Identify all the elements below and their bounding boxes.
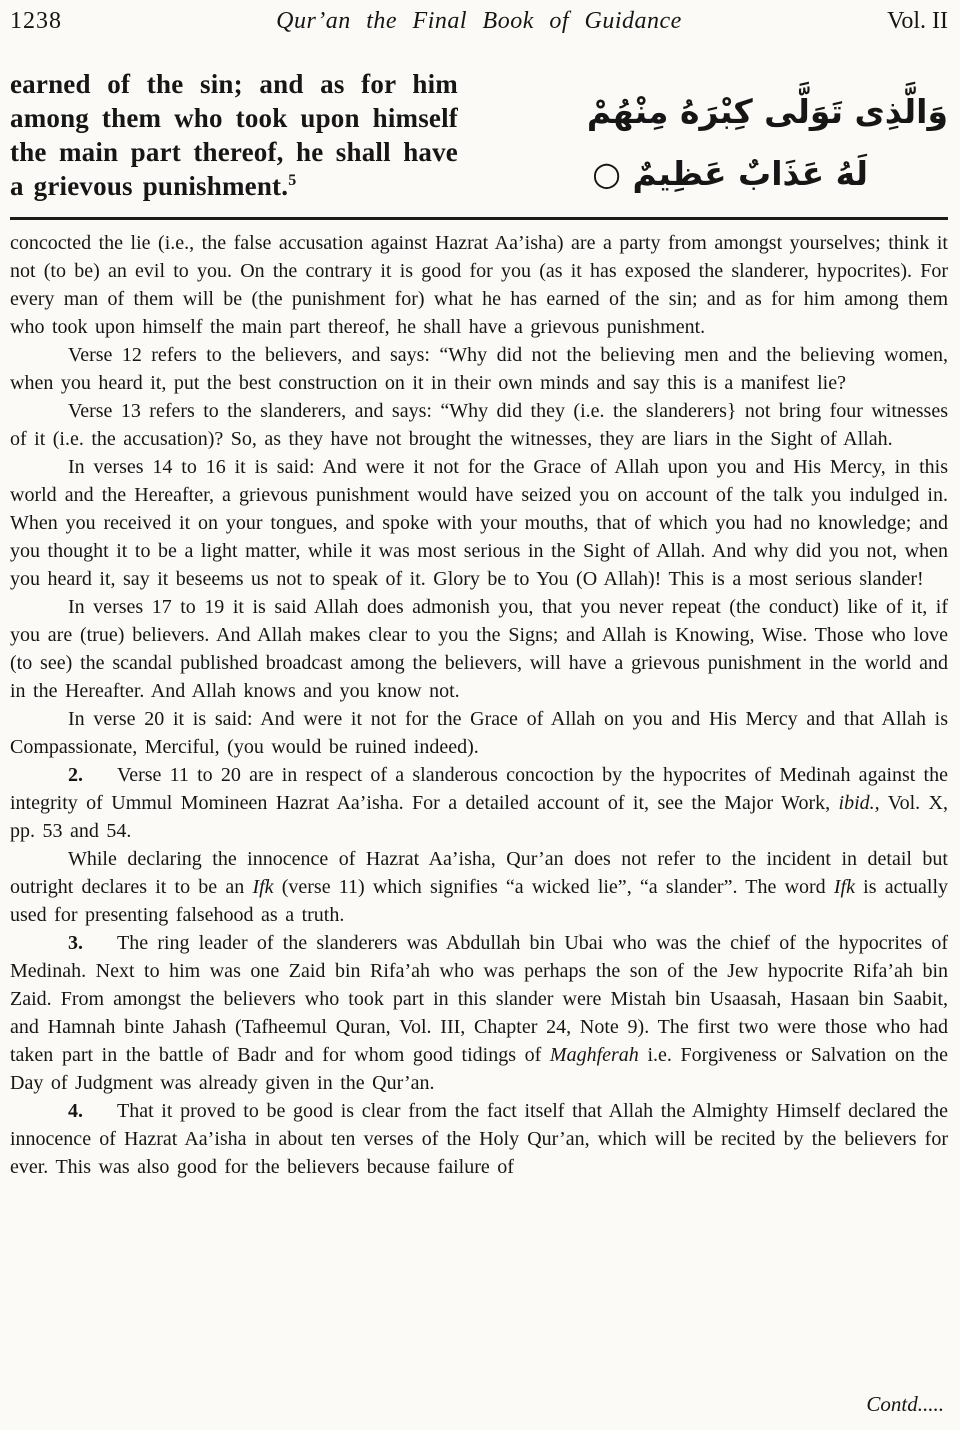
paragraph — [10, 593, 948, 705]
text-run: That it proved to be good is clear from the fact itself that Allah the Almighty Himself declared the innocence of Hazrat Aa’isha in about ten verses of the Holy Qur’an, which will be recited by the believers for ever. This was also good for the believers because failure of — [10, 1100, 948, 1178]
paragraph — [10, 453, 948, 593]
arabic-verse — [458, 67, 948, 205]
text-run: In verses 14 to 16 it is said: And were it not for the Grace of Allah upon you and His Mercy, in this world and the Hereafter, a grievous punishment would have seized you on account of the talk you indulged in. When you received it on your tongues, and spoke with your mouths, that of which you had no knowledge; and you thought it to be a light matter, while it was most serious in the Sight of Allah. And why did you not, when you heard it, say it beseems us not to speak of it. Glory be to You (O Allah)! This is a most serious slander! — [10, 456, 948, 590]
text-run: concocted the lie (i.e., the false accusation against Hazrat Aa’isha) are a party from amongst yourselves; think it not (to be) an evil to you. On the contrary it is good for you (as it has exposed the slanderer, hypocrites). For every man of them will be (the punishment for) what he has earned of the sin; and as for him among them who took upon himself the main part thereof, he shall have a grievous punishment. — [10, 232, 948, 338]
verse-translation — [10, 67, 458, 205]
note-number: 3. — [68, 932, 83, 954]
page-number: 1238 — [10, 8, 62, 34]
text-run: In verses 17 to 19 it is said Allah does admonish you, that you never repeat (the conduct) like of it, if you are (true) believers. And Allah makes clear to you the Signs; and Allah is Knowing, Wise. Those who love (to see) the scandal published broadcast among the believers, will have a grievous punishment in the world and in the Hereafter. And Allah knows and you know not. — [10, 596, 948, 702]
italic-run: Maghferah — [549, 1044, 639, 1066]
italic-run: Ifk — [833, 876, 855, 898]
note-number: 2. — [68, 764, 83, 786]
commentary-text — [10, 229, 948, 1181]
paragraph — [10, 397, 948, 453]
text-run: Verse 11 to 20 are in respect of a slanderous concoction by the hypocrites of Medinah against the integrity of Ummul Momineen Hazrat Aa’isha. For a detailed account of it, see the Major Work, — [10, 764, 948, 814]
text-run: i.e. Forgiveness or Salvation on the Day of Judgment was already given in the Qur’an. — [10, 1044, 948, 1094]
text-run: The ring leader of the slanderers was Abdullah bin Ubai who was the chief of the hypocrites of Medinah. Next to him was one Zaid bin Rifa’ah who was perhaps the son of the Jew hypocrite Rifa’ah bin Zaid. From amongst the believers who took part in this slander were Mistah bin Usaasah, Hasaan bin Saabit, and Hamnah binte Jahash (Tafheemul Quran, Vol. III, Chapter 24, Note 9). The first two were those who had taken part in the battle of Badr and for whom good tidings of — [10, 932, 948, 1066]
verse-block — [10, 67, 948, 205]
paragraph — [10, 761, 948, 845]
running-title: Qur’an the Final Book of Guidance — [276, 8, 682, 34]
contd-marker: Contd..... — [866, 1392, 944, 1416]
paragraph — [10, 1097, 948, 1181]
paragraph — [10, 341, 948, 397]
text-run: (verse 11) which signifies “a wicked lie”, “a slander”. The word — [273, 876, 834, 898]
text-run: Vol. X, pp. 53 and 54. — [10, 792, 948, 842]
italic-run: Ifk — [252, 876, 274, 898]
divider-rule — [10, 217, 948, 220]
arabic-verse-line-2: لَهُ عَذَابٌ عَظِيمٌ ○ — [592, 154, 868, 193]
paragraph — [10, 929, 948, 1097]
footnote-ref: 5 — [288, 172, 297, 189]
text-run: Verse 13 refers to the slanderers, and says: “Why did they (i.e. the slanderers} not bring four witnesses of it (i.e. the accusation)? So, as they have not brought the witnesses, they are liars in the Sight of Allah. — [10, 400, 948, 450]
paragraph — [10, 229, 948, 341]
note-number: 4. — [68, 1100, 83, 1122]
text-run: While declaring the innocence of Hazrat Aa’isha, Qur’an does not refer to the incident in detail but outright declares it to be an — [10, 848, 948, 898]
paragraph — [10, 845, 948, 929]
paragraph — [10, 705, 948, 761]
arabic-verse-line-1: وَالَّذِى تَوَلَّى كِبْرَهُ مِنْهُمْ — [586, 92, 948, 131]
text-run: Verse 12 refers to the believers, and says: “Why did not the believing men and the believing women, when you heard it, put the best construction on it in their own minds and say this is a manifest lie? — [10, 344, 948, 394]
verse-translation-text: earned of the sin; and as for him among them who took upon himself the main part thereof, he shall have a grievous punishment. — [10, 69, 458, 201]
volume-label: Vol. II — [887, 8, 948, 34]
page-header — [10, 6, 948, 35]
text-run: is actually used for presenting falsehood as a truth. — [10, 876, 949, 926]
text-run: In verse 20 it is said: And were it not for the Grace of Allah on you and His Mercy and that Allah is Compassionate, Merciful, (you would be ruined indeed). — [10, 708, 948, 758]
italic-run: ibid., — [838, 792, 880, 814]
